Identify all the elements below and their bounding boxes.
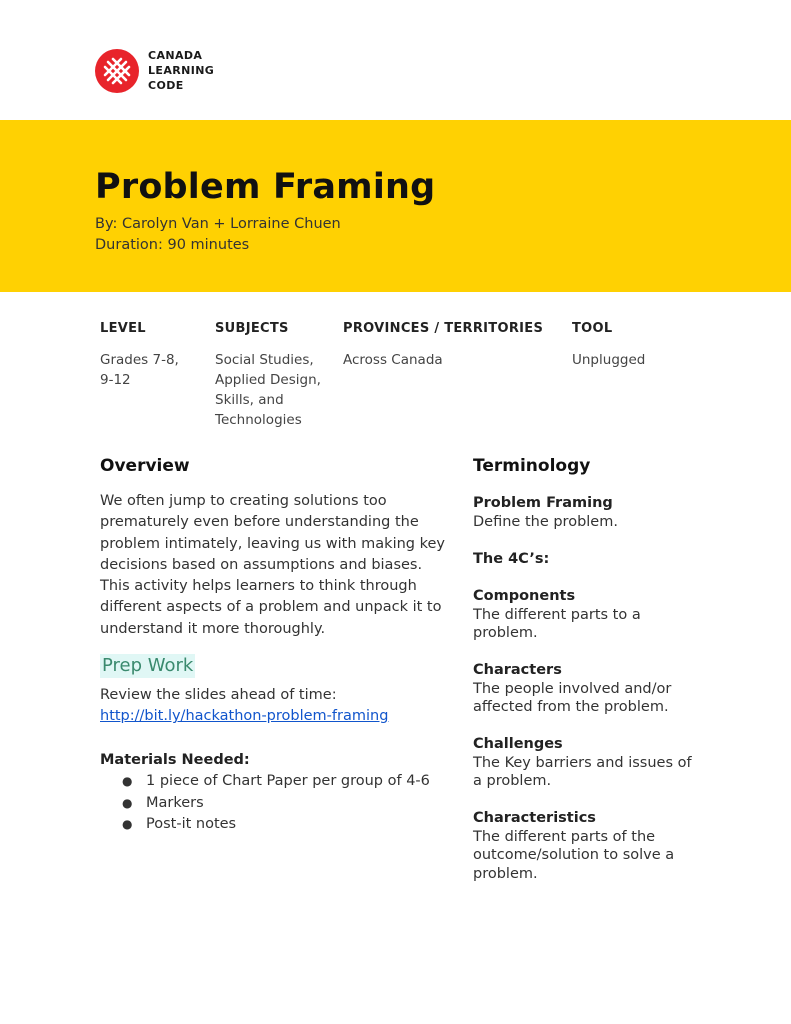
list-item bbox=[100, 793, 445, 815]
authors: By: Carolyn Van + Lorraine Chuen bbox=[95, 216, 341, 232]
term-definition-line: problem. bbox=[473, 625, 538, 641]
provinces-label: PROVINCES / TERRITORIES bbox=[343, 321, 544, 336]
tool-label: TOOL bbox=[572, 321, 613, 336]
level-line: 9-12 bbox=[100, 372, 131, 388]
logo-line-1: CANADA bbox=[148, 49, 203, 62]
term-problem-framing bbox=[473, 494, 718, 532]
bullet-icon: ● bbox=[122, 817, 133, 832]
canada-learning-code-logo-icon bbox=[95, 49, 139, 93]
material-text: Markers bbox=[146, 794, 204, 811]
bullet-icon: ● bbox=[122, 795, 133, 810]
page-title: Problem Framing bbox=[95, 167, 436, 207]
term-characteristics bbox=[473, 809, 718, 884]
provinces-line: Across Canada bbox=[343, 352, 443, 368]
logo-line-3: CODE bbox=[148, 79, 184, 92]
list-item bbox=[100, 814, 445, 836]
overview-line: decisions based on assumptions and biases. bbox=[100, 556, 423, 573]
term-definition-line: The different parts to a bbox=[473, 606, 641, 623]
term-definition-line: The people involved and/or bbox=[473, 680, 672, 697]
term-characters bbox=[473, 661, 718, 717]
slides-link[interactable]: http://bit.ly/hackathon-problem-framing bbox=[100, 708, 389, 725]
term-title: Problem Framing bbox=[473, 495, 613, 511]
prep-work-heading: Prep Work bbox=[102, 655, 194, 677]
term-definition-line: affected from the problem. bbox=[473, 699, 669, 715]
level-value bbox=[100, 350, 200, 390]
byline bbox=[95, 214, 341, 256]
material-text: 1 piece of Chart Paper per group of 4-6 bbox=[146, 773, 430, 790]
term-definition-line: a problem. bbox=[473, 773, 552, 789]
logo bbox=[95, 48, 214, 93]
overview-line: We often jump to creating solutions too bbox=[100, 493, 387, 509]
term-definition-line: The Key barriers and issues of bbox=[473, 754, 692, 771]
term-title: Components bbox=[473, 587, 576, 604]
overview-line: problem intimately, leaving us with making key bbox=[100, 535, 445, 552]
term-components bbox=[473, 587, 718, 643]
term-title: Characters bbox=[473, 661, 562, 678]
overview-line: This activity helps learners to think through bbox=[100, 578, 417, 595]
overview-line: prematurely even before understanding the bbox=[100, 514, 419, 531]
materials-heading: Materials Needed: bbox=[100, 752, 250, 769]
prep-instruction: Review the slides ahead of time: bbox=[100, 687, 337, 704]
bullet-icon: ● bbox=[122, 774, 133, 789]
logo-line-2: LEARNING bbox=[148, 64, 215, 77]
subjects-line: Technologies bbox=[215, 412, 302, 428]
tool-value bbox=[572, 350, 722, 370]
tool-line: Unplugged bbox=[572, 352, 646, 368]
logo-wordmark bbox=[148, 48, 214, 93]
term-4cs bbox=[473, 550, 718, 569]
terminology-heading: Terminology bbox=[473, 456, 591, 476]
subjects-line: Skills, and bbox=[215, 392, 284, 408]
overview-line: understand it more thoroughly. bbox=[100, 620, 326, 637]
term-title: The 4C’s: bbox=[473, 550, 550, 567]
list-item bbox=[100, 771, 445, 793]
overview-text bbox=[100, 491, 445, 640]
term-title: Challenges bbox=[473, 735, 563, 752]
term-definition-line: problem. bbox=[473, 865, 538, 882]
right-column bbox=[473, 455, 718, 883]
term-definition-line: outcome/solution to solve a bbox=[473, 847, 675, 863]
level-line: Grades 7-8, bbox=[100, 352, 179, 368]
level-label: LEVEL bbox=[100, 321, 146, 336]
overview-heading: Overview bbox=[100, 456, 190, 476]
left-column bbox=[100, 455, 445, 836]
provinces-value bbox=[343, 350, 543, 370]
material-text: Post-it notes bbox=[146, 816, 237, 833]
subjects-label: SUBJECTS bbox=[215, 321, 289, 336]
term-title: Characteristics bbox=[473, 809, 596, 826]
materials-list bbox=[100, 771, 445, 836]
subjects-line: Applied Design, bbox=[215, 372, 321, 388]
overview-line: different aspects of a problem and unpack it to bbox=[100, 599, 442, 616]
subjects-line: Social Studies, bbox=[215, 352, 314, 368]
term-definition-line: Define the problem. bbox=[473, 514, 618, 530]
subjects-value bbox=[215, 350, 335, 430]
prep-work-text bbox=[100, 685, 445, 727]
term-challenges bbox=[473, 735, 718, 791]
duration: Duration: 90 minutes bbox=[95, 237, 250, 253]
term-definition-line: The different parts of the bbox=[473, 828, 656, 845]
